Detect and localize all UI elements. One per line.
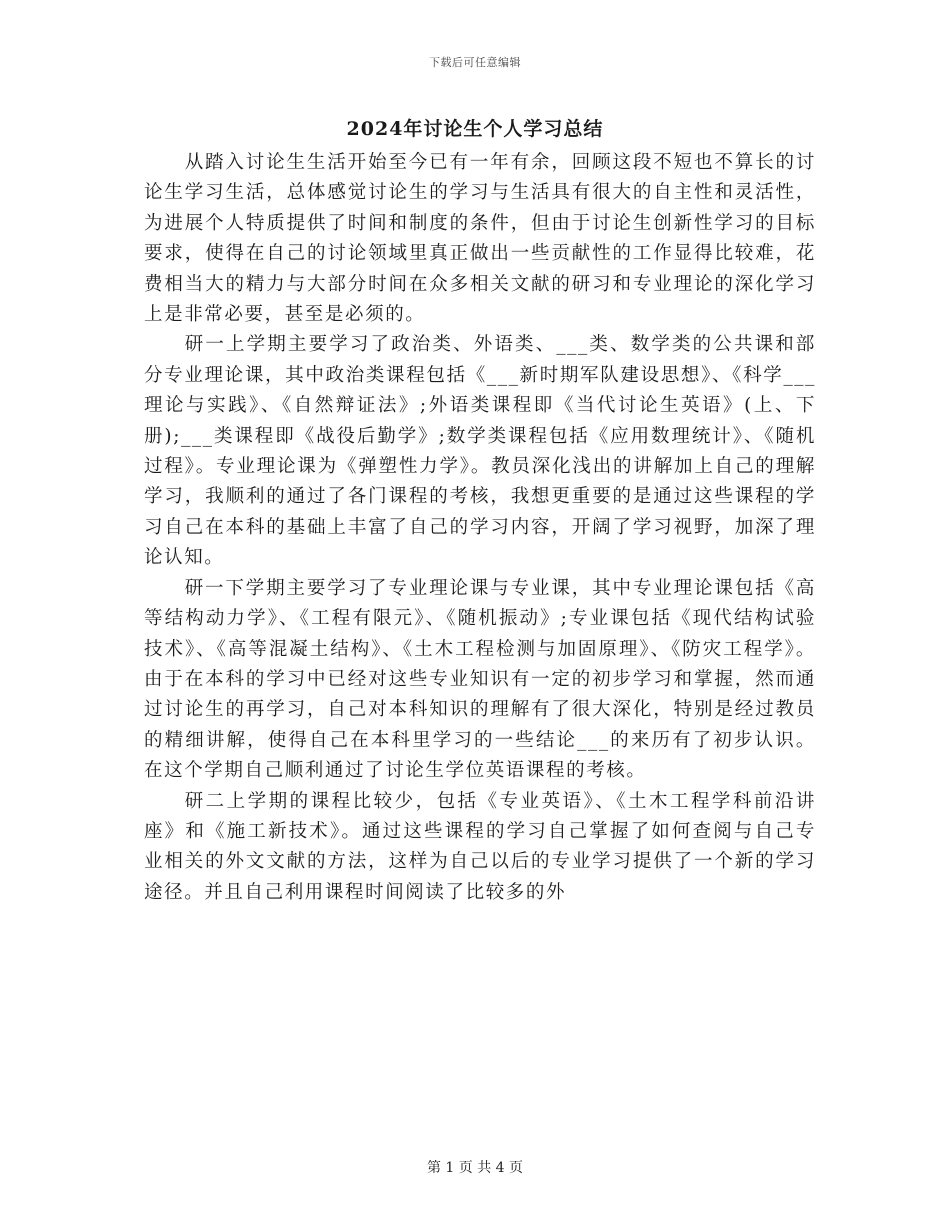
page-header-note: 下载后可任意编辑 xyxy=(429,56,521,69)
paragraph-intro: 从踏入讨论生生活开始至今已有一年有余，回顾这段不短也不算长的讨论生学习生活，总体感觉讨论生的学习与生活具有很大的自主性和灵活性，为进展个人特质提供了时间和制度的条件，但由于讨论生创新性学习的目标要求，使得在自己的讨论领域里真正做出一些贡献性的工作显得比较难，花费相当大的精力与大部分时间在众多相关文献的研习和专业理论的深化学习上是非常必要，甚至是必须的。 xyxy=(144,152,816,326)
paragraph-third-semester: 研二上学期的课程比较少，包括《专业英语》、《土木工程学科前沿讲座》和《施工新技术》。通过这些课程的学习自己掌握了如何查阅与自己专业相关的外文文献的方法，这样为自己以后的专业学习提供了一个新的学习途径。并且自己利用课程时间阅读了比较多的外 xyxy=(144,790,816,903)
paragraph-first-semester: 研一上学期主要学习了政治类、外语类、___类、数学类的公共课和部分专业理论课，其中政治类课程包括《___新时期军队建设思想》、《科学___理论与实践》、《自然辩证法》;外语类课程即《当代讨论生英语》(上、下册);___类课程即《战役后勤学》;数学类课程包括《应用数理统计》、《随机过程》。专业理论课为《弹塑性力学》。教员深化浅出的讲解加上自己的理解学习，我顺利的通过了各门课程的考核，我想更重要的是通过这些课程的学习自己在本科的基础上丰富了自己的学习内容，开阔了学习视野，加深了理论认知。 xyxy=(144,334,816,569)
document-body xyxy=(144,148,816,908)
document-title: 2024年讨论生个人学习总结 xyxy=(346,118,604,140)
page-number-footer: 第 1 页 共 4 页 xyxy=(426,1160,524,1176)
paragraph-second-semester: 研一下学期主要学习了专业理论课与专业课，其中专业理论课包括《高等结构动力学》、《工程有限元》、《随机振动》;专业课包括《现代结构试验技术》、《高等混凝土结构》、《土木工程检测与加固原理》、《防灾工程学》。由于在本科的学习中已经对这些专业知识有一定的初步学习和掌握，然而通过讨论生的再学习，自己对本科知识的理解有了很大深化，特别是经过教员的精细讲解，使得自己在本科里学习的一些结论___的来历有了初步认识。在这个学期自己顺利通过了讨论生学位英语课程的考核。 xyxy=(144,577,816,782)
